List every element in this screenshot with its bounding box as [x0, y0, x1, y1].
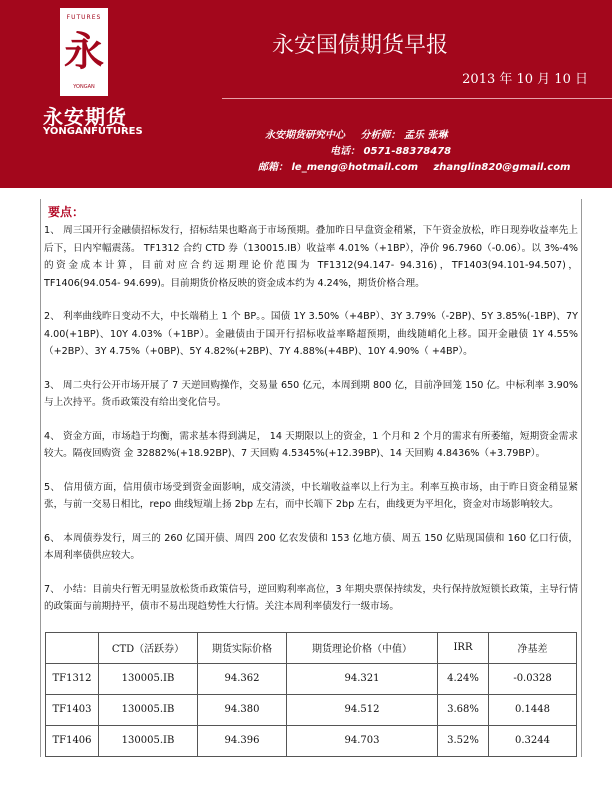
- table-cell: TF1403: [46, 694, 99, 725]
- table-cell: 94.380: [198, 694, 287, 725]
- email-label: 邮箱：: [258, 162, 288, 173]
- paragraph-4: 4、 资金方面，市场趋于均衡，需求基本得到满足， 14 天期限以上的资金，1 个月和 2 个月的需求有所萎缩，短期资金需求较大。隔夜回购资 金 32882%(+18.92BP)、7 天回购 4.5345%(+12.39BP)、14 天回购 4.8436%（+3.79BP）。: [44, 430, 578, 459]
- phone-number: 0571-88378478: [363, 146, 452, 157]
- table-cell: 94.396: [198, 725, 287, 756]
- report-header: [0, 0, 612, 188]
- table-cell: 94.703: [287, 725, 438, 756]
- key-points-heading: 要点：: [48, 205, 85, 219]
- table-cell: 3.52%: [438, 725, 489, 756]
- email-link-2[interactable]: zhanglin820@gmail.com: [433, 162, 571, 173]
- header-cell: 净基差: [489, 632, 577, 663]
- contact-line-phone: [330, 142, 451, 157]
- analyst-names: 孟乐 张琳: [403, 130, 448, 141]
- table-row: [46, 725, 577, 756]
- table-row: [46, 694, 577, 725]
- research-center: 永安期货研究中心: [265, 130, 345, 141]
- header-cell: IRR: [438, 632, 489, 663]
- table-cell: 94.362: [198, 663, 287, 694]
- table-cell: 94.512: [287, 694, 438, 725]
- contact-line-center: [265, 126, 447, 141]
- header-divider: [222, 98, 612, 99]
- table-header-row: [46, 632, 577, 663]
- table-cell: TF1406: [46, 725, 99, 756]
- header-cell: CTD（活跃券）: [99, 632, 198, 663]
- paragraph-1: 1、 周三国开行金融债招标发行，招标结果也略高于市场预期。叠加昨日早盘资金稍紧，下午资金放松，昨日现券收益率先上后下，日内窄幅震荡。 TF1312 合约 CTD 券（130015.IB）收益率 4.01%（+1BP），净价 96.7960（-0.06）。以 3%-4%的资金成本计算，目前对应合约远期理论价范围为 TF1312(94.147- 94.316)，TF1403(94.101-94.507)，TF1406(94.054- 94.699)。目前期货价格反映的资金成本约为 4.24%，期货价格合理。: [44, 225, 578, 289]
- paragraph-2: 2、 利率曲线昨日变动不大，中长端稍上 1 个 BP。。国债 1Y 3.50%（+4BP）、3Y 3.79%（-2BP)、5Y 3.85%(-1BP)、7Y 4.00(+1BP)、10Y 4.03%（+1BP）。金融债由于国开行招标收益率略超预期，曲线随峭化上移。国开金融债 1Y 4.55%（+2BP）、3Y 4.75%（+0BP)、5Y 4.82%(+2BP)、7Y 4.88%(+4BP)、10Y 4.90%（ +4BP）。: [44, 311, 578, 357]
- table-row: [46, 663, 577, 694]
- table-cell: -0.0328: [489, 663, 577, 694]
- analyst-label: 分析师：: [360, 130, 401, 141]
- table-cell: 130005.IB: [99, 725, 198, 756]
- table-cell: 4.24%: [438, 663, 489, 694]
- header-cell: 期货实际价格: [198, 632, 287, 663]
- report-title: 永安国债期货早报: [272, 33, 449, 58]
- table-cell: 0.1448: [489, 694, 577, 725]
- table-cell: 130005.IB: [99, 694, 198, 725]
- logo-glyph: 永: [64, 28, 104, 75]
- paragraph-3: 3、 周二央行公开市场开展了 7 天逆回购操作，交易量 650 亿元，本周到期 800 亿，目前净回笼 150 亿。中标利率 3.90%与上次持平。货币政策没有给出变化信号。: [44, 379, 578, 408]
- email-link-1[interactable]: le_meng@hotmail.com: [291, 162, 418, 173]
- logo-yongan-text: YONGAN: [73, 84, 95, 90]
- header-cell: [46, 632, 99, 663]
- paragraph-7: 7、 小结：目前央行暂无明显放松货币政策信号，逆回购利率高位，3 年期央票保持续发，央行保持放短锁长政策，主导行情的政策面与前期持平，债市不易出现趋势性大行情。关注本周利率债发行一级市场。: [44, 583, 578, 612]
- table-cell: TF1312: [46, 663, 99, 694]
- header-cell: 期货理论价格（中值）: [287, 632, 438, 663]
- logo-emblem: [60, 8, 108, 96]
- table-cell: 94.321: [287, 663, 438, 694]
- logo-company-en: YONGANFUTURES: [43, 126, 143, 137]
- phone-label: 电话：: [330, 146, 360, 157]
- table-cell: 3.68%: [438, 694, 489, 725]
- report-date: 2013 年 10 月 10 日: [462, 72, 588, 87]
- paragraph-6: 6、 本周债券发行，周三的 260 亿国开债、周四 200 亿农发债和 153 亿地方债、周五 150 亿贴现国债和 160 亿口行债，本周利率债供应较大。: [44, 532, 578, 561]
- report-body: [40, 199, 582, 757]
- table-cell: 0.3244: [489, 725, 577, 756]
- contact-line-email: [258, 158, 570, 173]
- paragraph-5: 5、 信用债方面，信用债市场受到资金面影响，成交清淡，中长端收益率以上行为主。利率互换市场，由于昨日资金稍显紧张，与前一交易日相比，repo 曲线短端上扬 2bp 左右，而中长端下 2bp 左右，曲线更为平坦化，资金对市场影响较大。: [44, 481, 578, 510]
- table-cell: 130005.IB: [99, 663, 198, 694]
- futures-table: [45, 632, 577, 757]
- logo-futures-text: FUTURES: [66, 14, 102, 21]
- logo-company-cn: 永安期货: [43, 105, 127, 129]
